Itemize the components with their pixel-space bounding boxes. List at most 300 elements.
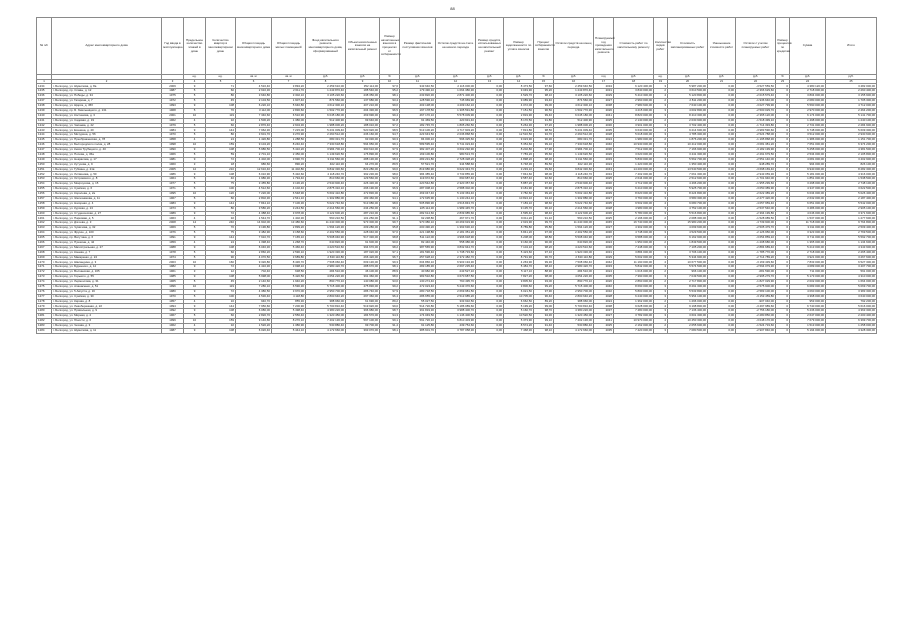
table-cell: 7 151,50 [504,108,534,113]
table-cell: г. Белгород, пр. Славы, д. 12 [52,89,162,94]
table-cell: 97,9 [380,289,400,294]
table-cell: 287 210,00 [346,211,380,216]
table-cell: 7 106,30 [272,201,306,206]
table-cell: 0,00 [708,133,736,138]
header-row [37,18,877,75]
table-cell: 60 [206,250,236,255]
table-cell: 3 122 600,20 [554,211,594,216]
table-cell: 1968 [162,108,184,113]
table-cell: 0,00 [476,162,504,167]
table-cell: 4 209 162,10 [436,103,476,108]
table-cell: 0 [776,226,790,231]
table-cell: 4 496 200,00 [668,182,708,187]
table-cell: 283 231,80 [400,157,436,162]
table-cell: 9 [184,84,206,89]
table-cell: 2040 [594,284,614,289]
table-cell: 511 122,00 [400,235,436,240]
table-cell: 24 [206,240,236,245]
table-cell: 3 [654,196,668,201]
table-cell: 8 202,80 [504,147,534,152]
table-cell: 0 [776,284,790,289]
table-cell: г. Белгород, ул. Железнякова, д. 11 [52,196,162,201]
table-cell: 98,10 [534,265,554,270]
table-cell: 2 200 400,00 [826,314,877,319]
table-cell: 5 [184,133,206,138]
table-cell: 3 011 560,00 [306,157,346,162]
table-cell: 0 [776,94,790,99]
table-cell: -2 277 420,00 [736,196,776,201]
table-cell: 9 214 600,00 [668,128,708,133]
table-cell: 3 [654,265,668,270]
table-cell: 2 [654,118,668,123]
table-cell: 2 [654,89,668,94]
table-cell: 0,00 [476,172,504,177]
table-cell: 4 172 660,00 [306,328,346,333]
table-cell: 1998 [162,143,184,148]
table-cell: 2 [654,162,668,167]
table-cell: 97,2 [380,123,400,128]
table-cell: 2003 [162,260,184,265]
table-cell: 890,20 [272,162,306,167]
table-cell: г. Белгород, ул. Есенина, д. 40 [52,128,162,133]
table-cell: 6 174 000,00 [790,113,826,118]
table-cell: 0 [776,294,790,299]
table-cell: 594 950,00 [346,143,380,148]
table-cell: 4 612 300,10 [554,103,594,108]
table-cell: г. Белгород, ул. Студенческая, д. 27 [52,211,162,216]
table-cell: 3 [654,187,668,192]
column-number: 16 [554,79,594,84]
table-cell: 2041 [594,113,614,118]
table-cell: г. Белгород, ул. Белгородского полка, д. 28 [52,143,162,148]
table-cell: 6 045 180,00 [306,113,346,118]
table-cell: 2 402 550,00 [554,231,594,236]
table-cell: 1276 [37,289,52,294]
table-cell: 3 702 400,00 [668,123,708,128]
table-cell: 11 240 300,00 [306,221,346,226]
table-cell: 1244 [37,133,52,138]
table-cell: 1265 [37,235,52,240]
table-cell: 1962 [162,324,184,329]
table-cell: 1984 [162,128,184,133]
table-cell: 2 [654,324,668,329]
table-cell: 5 925 700,00 [668,187,708,192]
table-cell: -3 048 170,00 [736,319,776,324]
table-cell: 9 805,60 [504,280,534,285]
table-cell: 4 099 600,00 [668,226,708,231]
table-cell: -2 907 840,00 [736,328,776,333]
table-cell: 1245 [37,138,52,143]
table-cell: 0 [776,182,790,187]
table-cell: 1 134 600,00 [826,240,877,245]
table-cell: 514 720,80 [400,304,436,309]
table-cell: 1957 [162,299,184,304]
table-cell: г. Белгород, ул. Юности, д. 6 [52,319,162,324]
table-cell: 6 020,40 [236,328,272,333]
table-cell: 1 876 200,00 [668,138,708,143]
table-cell: 711 000,00 [790,270,826,275]
table-cell: г. Белгород, ул. Шумилова, д. 11 [52,328,162,333]
table-cell: -3 081 381,20 [736,143,776,148]
table-cell: 5 410,20 [272,147,306,152]
table-cell: г. Белгород, ул. Дзгоева, д. 3 [52,221,162,226]
table-cell: 99,00 [534,103,554,108]
table-cell: 0,00 [476,314,504,319]
table-cell: 0,00 [476,265,504,270]
table-cell: 284 510,00 [306,270,346,275]
table-cell: 5 141 700,00 [826,113,877,118]
table-cell: 0 [776,123,790,128]
table-cell: 3 [654,211,668,216]
table-cell: 1268 [37,250,52,255]
table-cell: 266 420,00 [346,255,380,260]
table-cell: 0 [776,231,790,236]
table-cell: 4 046 000,00 [790,211,826,216]
column-header: Общая площадь жилых помещений [272,18,306,75]
table-cell: 188 540,00 [346,89,380,94]
column-header: Год ввода в эксплуатацию [162,18,184,75]
table-cell: 94,7 [380,133,400,138]
table-cell: 1235 [37,89,52,94]
table-cell: 2036 [594,245,614,250]
table-cell: 8 291 300,00 [668,284,708,289]
table-cell: 282 614,60 [400,211,436,216]
column-header: Остаток средств на конец периода [554,18,594,75]
table-cell: 5 120 800,00 [668,94,708,99]
column-number: 2 [52,79,162,84]
table-cell: 1969 [162,226,184,231]
table-cell: 0,00 [476,138,504,143]
table-cell: 5 026 400,00 [826,191,877,196]
unit-cell: % [534,75,554,80]
table-cell: г. Белгород, ул. Преображенская, д. 78 [52,138,162,143]
table-cell: 3 [654,289,668,294]
table-cell: г. Белгород, ул. Мичурина, д. 56 [52,133,162,138]
table-cell: 3 [654,231,668,236]
table-cell: 89,20 [534,299,554,304]
table-cell: 4 172 660,00 [554,328,594,333]
table-cell: 4 529 500,00 [668,231,708,236]
table-cell: 8 240,40 [272,143,306,148]
table-cell: -2 537 540,00 [736,206,776,211]
table-cell: 5 022 740,60 [306,201,346,206]
table-cell: 95,2 [380,89,400,94]
table-cell: -3 153 459,80 [736,294,776,299]
table-cell: 2 260 512,00 [554,133,594,138]
table-cell: 6 080,00 [236,309,272,314]
table-cell: 0 [776,304,790,309]
table-cell: 3 622 500,00 [826,187,877,192]
table-cell: -2 583 100,00 [736,289,776,294]
table-cell: 530 880,40 [306,324,346,329]
table-cell: 1270 [37,260,52,265]
table-cell: 0 [776,177,790,182]
table-cell: 7 640 100,00 [668,103,708,108]
table-cell: 2 320 357,60 [436,182,476,187]
table-cell: 0,00 [708,226,736,231]
table-cell: 1238 [37,103,52,108]
table-cell: 4 102,40 [272,187,306,192]
table-cell: 4 [654,319,668,324]
table-cell: 1263 [37,226,52,231]
column-number: 3 [162,79,184,84]
table-cell: -1 518 499,10 [736,118,776,123]
table-cell: 0,00 [708,250,736,255]
table-cell: 3 [654,103,668,108]
column-header: Количество видов работ [654,18,668,75]
table-cell: 0,00 [708,280,736,285]
table-cell: 4 328 300,00 [826,328,877,333]
table-cell: 3 984 700,10 [554,147,594,152]
table-cell: 391 819,30 [400,309,436,314]
table-cell: 7 215,00 [272,128,306,133]
table-cell: 1 794,40 [272,177,306,182]
table-cell: 137 680,00 [346,99,380,104]
table-cell: 2027 [594,314,614,319]
table-cell: 1 420 000,00 [614,162,654,167]
table-cell: 1279 [37,304,52,309]
table-cell: 5 [184,152,206,157]
table-cell: 6 740 000,00 [790,304,826,309]
table-cell: 3 [654,152,668,157]
table-cell: 1 350 400,00 [668,162,708,167]
table-cell: 1 538 500,00 [826,177,877,182]
table-cell: 2 632 000,00 [790,196,826,201]
table-cell: 2037 [594,309,614,314]
table-cell: 0 [776,319,790,324]
table-cell: 3 105 220,60 [554,94,594,99]
table-cell: 1983 [162,201,184,206]
table-cell: 0,00 [708,245,736,250]
table-cell: 680 331,70 [306,138,346,143]
table-cell: г. Белгород, ул. Кирова, д. 8 [52,299,162,304]
table-cell: 5 640,80 [272,103,306,108]
table-cell: 6 748 000,00 [790,128,826,133]
table-cell: 8 224 800,00 [668,191,708,196]
table-cell: -3 983 590,60 [736,128,776,133]
table-cell: 11 402,80 [272,167,306,172]
table-cell: 874 560,00 [554,99,594,104]
table-cell: 7 651 000,00 [790,143,826,148]
table-cell: 1269 [37,255,52,260]
table-cell: 4 054 220,30 [306,275,346,280]
table-cell: 5 354,60 [504,143,534,148]
table-cell: 9 [184,103,206,108]
table-cell: 5 842 000,00 [614,265,654,270]
table-cell: 7 402 130,00 [554,319,594,324]
table-cell: 7 962,30 [236,128,272,133]
table-cell: 90 [206,255,236,260]
table-cell: 7 330 618,80 [306,143,346,148]
table-cell: 2027 [594,226,614,231]
table-cell: 70 [206,226,236,231]
table-cell: 0,00 [476,191,504,196]
table-cell: 2 669 981,50 [436,289,476,294]
table-cell: 1242 [37,123,52,128]
table-cell: 0,00 [708,103,736,108]
table-cell: 0,00 [708,196,736,201]
table-cell: 3 610 500,00 [668,89,708,94]
column-number: 20 [668,79,708,84]
table-cell: 3 760 000,00 [614,196,654,201]
table-cell: г. Белгород, ул. Победы, д. 34 [52,94,162,99]
table-cell: 5 160,70 [504,309,534,314]
table-cell: 3 323 000,00 [790,231,826,236]
table-cell: 1973 [162,206,184,211]
table-cell: -2 551 140,00 [736,157,776,162]
table-cell: 5 258 000,00 [790,147,826,152]
table-cell: 210 [206,167,236,172]
table-cell: -3 497 989,60 [736,304,776,309]
table-cell: 82 440,00 [400,240,436,245]
table-cell: 4 712 000,00 [614,182,654,187]
table-cell: 7 679 000,00 [790,319,826,324]
table-cell: 91 600,00 [346,240,380,245]
table-cell: 0 [776,314,790,319]
table-cell: 2024 [594,138,614,143]
table-cell: 128 590,10 [400,99,436,104]
table-cell: 0,00 [708,84,736,89]
table-cell: 3 244,50 [272,206,306,211]
table-cell: 680 331,70 [554,138,594,143]
table-cell: 55 027,50 [400,299,436,304]
table-cell: 3 840 000,00 [614,89,654,94]
table-cell: 188 010,00 [346,123,380,128]
table-cell: 99,4 [380,113,400,118]
table-cell: 2025 [594,118,614,123]
table-cell: 388 960,00 [554,299,594,304]
table-cell: 2 871 400,30 [436,94,476,99]
table-cell: 9 502 000,00 [614,201,654,206]
table-cell: 60 [206,314,236,319]
table-cell: 72 [206,211,236,216]
housing-fund-table [36,17,877,334]
table-cell: 5 [184,250,206,255]
table-cell: 1236 [37,94,52,99]
table-cell: 0 [776,118,790,123]
table-cell: 46 100,00 [346,270,380,275]
column-header: Размер фактически поступивших взносов [400,18,436,75]
table-cell: 1240 [37,113,52,118]
table-cell: 1275 [37,284,52,289]
table-cell: 12 [206,270,236,275]
table-cell: 16 [206,299,236,304]
table-cell: 3 640,80 [236,94,272,99]
table-cell: г. Белгород, ул. Апанасенко, д. 51 [52,284,162,289]
table-cell: 1253 [37,177,52,182]
column-number: 5 [206,79,236,84]
column-header: Фонд капитального ремонта многоквартирного дома, сформированный [306,18,346,75]
table-cell: 9 080 700,00 [668,201,708,206]
table-cell: 6 548,90 [272,191,306,196]
table-cell: 596 325,60 [436,138,476,143]
table-cell: 1283 [37,324,52,329]
table-cell: 2042 [594,260,614,265]
table-cell: 98,6 [380,201,400,206]
table-cell: -2 995 279,70 [736,275,776,280]
table-cell: -907 040,00 [736,299,776,304]
table-cell: 18 [206,162,236,167]
table-cell: 1271 [37,265,52,270]
table-cell: 7 844,60 [504,172,534,177]
table-cell: 97,6 [380,84,400,89]
table-cell: 1266 [37,240,52,245]
table-cell: 221 198,80 [400,231,436,236]
table-cell: 7 844,10 [236,201,272,206]
table-cell: 280 718,50 [400,289,436,294]
table-cell: 2034 [594,84,614,89]
table-cell: 96,90 [534,187,554,192]
table-cell: 72 [206,265,236,270]
column-header: Сумма [790,18,826,75]
table-cell: 220 542,80 [400,182,436,187]
table-cell: 84 006,10 [400,138,436,143]
table-cell: 2035 [594,201,614,206]
table-cell: 855,30 [272,299,306,304]
table-cell: 5 609 300,00 [826,128,877,133]
table-cell: 0,00 [476,201,504,206]
table-cell: 0,00 [708,270,736,275]
page-number: 88 [450,6,455,11]
table-cell: 0,00 [476,143,504,148]
table-cell: г. Белгород, ул. Щорса, д. 45б [52,103,162,108]
table-cell: -4 057 959,40 [736,201,776,206]
table-cell: 953 000,00 [790,299,826,304]
table-cell: 2 [654,177,668,182]
table-cell: 0,00 [708,89,736,94]
column-header: Размер задолженности по уплате взносов [504,18,534,75]
table-cell: 3 011 560,00 [554,157,594,162]
unit-cell: руб. [554,75,594,80]
table-cell: 2 717 800,00 [668,280,708,285]
table-cell: 760 495,70 [436,280,476,285]
table-cell: 0,00 [708,221,736,226]
table-cell: 7 402 000,00 [614,172,654,177]
table-cell: 3 [654,314,668,319]
table-cell: г. Белгород, ул. Нагорная, д. 4 [52,201,162,206]
table-cell: 2 950 700,00 [554,289,594,294]
table-cell: 5 [184,206,206,211]
table-cell: 0 [776,235,790,240]
table-cell: 1247 [37,147,52,152]
table-cell: 99,1 [380,143,400,148]
table-cell: 0 [776,196,790,201]
table-cell: г. Белгород, ул. Чапаева, д. 22 [52,123,162,128]
table-cell: 225 114,30 [400,206,436,211]
table-cell: 99,20 [534,284,554,289]
table-cell: 15 980 200,00 [668,221,708,226]
table-cell: -2 575 900,00 [736,284,776,289]
table-cell: 6 045 180,00 [554,113,594,118]
table-cell: 7 468,30 [504,328,534,333]
table-cell: 2035 [594,275,614,280]
table-cell: 3 580 300,00 [668,196,708,201]
table-cell: 3 [654,147,668,152]
table-cell: 98,3 [380,157,400,162]
table-cell: 95,6 [380,152,400,157]
column-header: Количество квартир в многоквартирном доме [206,18,236,75]
table-cell: 91,1 [380,216,400,221]
table-cell: 1254 [37,182,52,187]
table-cell: 2 459 610,00 [306,84,346,89]
table-cell: 5 [184,108,206,113]
table-cell: 9 135,70 [504,206,534,211]
table-cell: 4 263,90 [504,260,534,265]
table-cell: 6 748,30 [504,162,534,167]
table-cell: 0,00 [476,260,504,265]
table-cell: 108 [206,309,236,314]
table-cell: 6 711 000,00 [790,235,826,240]
